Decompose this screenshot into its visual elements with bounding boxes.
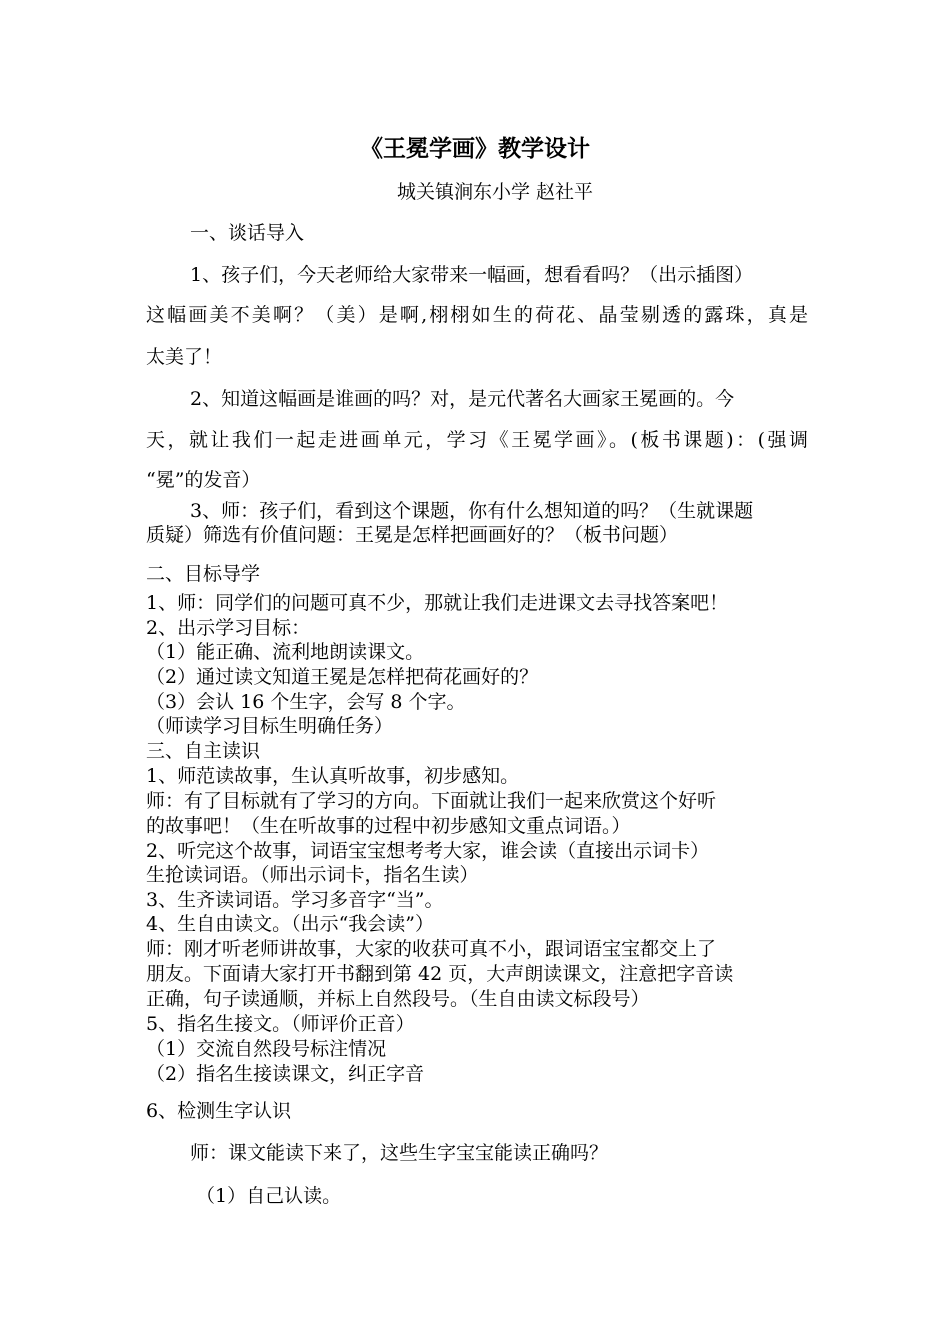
paragraph-line: 5、指名生接文。（师评价正音）	[146, 1013, 415, 1035]
paragraph-line: 质疑）筛选有价值问题：王冕是怎样把画画好的？（板书问题）	[146, 524, 679, 546]
paragraph-line: 6、检测生字认识	[146, 1100, 292, 1122]
paragraph-line: 正确，句子读通顺，并标上自然段号。（生自由读文标段号）	[146, 988, 650, 1010]
paragraph-line: 的故事吧！（生在听故事的过程中初步感知文重点词语。）	[146, 815, 631, 837]
paragraph-line: 2、出示学习目标：	[146, 617, 311, 639]
paragraph-line: （师读学习目标生明确任务）	[146, 715, 394, 737]
section-heading: 一、谈话导入	[190, 222, 305, 244]
paragraph-line: 师：课文能读下来了，这些生字宝宝能读正确吗？	[190, 1142, 609, 1164]
list-item: （1）能正确、流利地朗读课文。	[146, 641, 425, 663]
paragraph-line: 师：刚才听老师讲故事，大家的收获可真不小，跟词语宝宝都交上了	[146, 938, 717, 960]
paragraph-line: 师：有了目标就有了学习的方向。下面就让我们一起来欣赏这个好听	[146, 790, 717, 812]
paragraph-line: 天，就让我们一起走进画单元，学习《王冕学画》。(板书课题)：(强调	[146, 429, 808, 451]
author-line: 城关镇涧东小学 赵社平	[396, 181, 594, 203]
paragraph-line: 1、孩子们，今天老师给大家带来一幅画，想看看吗？（出示插图）	[190, 264, 754, 286]
list-item: （3）会认 16 个生字，会写 8 个字。	[146, 691, 466, 713]
list-item: （1）交流自然段号标注情况	[146, 1038, 387, 1060]
paragraph-line: 生抢读词语。（师出示词卡，指名生读）	[146, 864, 479, 886]
paragraph-line: 2、听完这个故事，词语宝宝想考考大家，谁会读（直接出示词卡）	[146, 840, 710, 862]
paragraph-line: “冕”的发音）	[146, 469, 261, 491]
paragraph-line: 1、师：同学们的问题可真不少，那就让我们走进课文去寻找答案吧！	[146, 592, 729, 614]
section-heading: 三、自主读识	[146, 740, 261, 762]
section-heading: 二、目标导学	[146, 563, 261, 585]
list-item: （2）指名生接读课文，纠正字音	[146, 1063, 425, 1085]
paragraph-line: 朋友。下面请大家打开书翻到第 42 页，大声朗读课文，注意把字音读	[146, 963, 734, 985]
list-item: （1）自己认读。	[196, 1185, 342, 1207]
paragraph-line: 3、生齐读词语。学习多音字“当”。	[146, 889, 444, 911]
paragraph-line: 4、生自由读文。（出示“我会读”）	[146, 913, 435, 935]
list-item: （2）通过读文知道王冕是怎样把荷花画好的？	[146, 666, 539, 688]
paragraph-line: 3、师：孩子们，看到这个课题，你有什么想知道的吗？（生就课题	[190, 500, 754, 522]
paragraph-line: 1、师范读故事，生认真听故事，初步感知。	[146, 765, 520, 787]
paragraph-line: 2、知道这幅画是谁画的吗？对，是元代著名大画家王冕画的。今	[190, 388, 735, 410]
paragraph-line: 太美了！	[146, 346, 223, 368]
paragraph-line: 这幅画美不美啊？（美）是啊,栩栩如生的荷花、晶莹剔透的露珠，真是	[146, 304, 808, 326]
document-title: 《王冕学画》教学设计	[360, 136, 590, 162]
